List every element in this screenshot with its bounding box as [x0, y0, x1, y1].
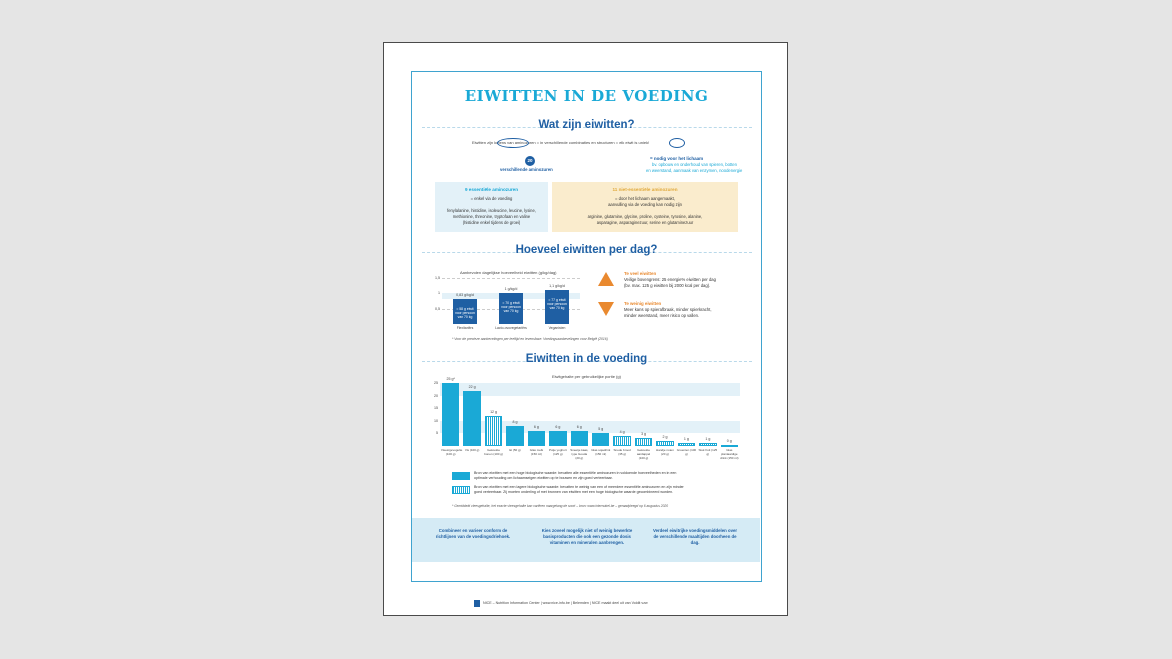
y-tick-label: 15	[434, 406, 438, 411]
too-much-title: Te veel eiwitten	[624, 271, 657, 276]
bar	[656, 441, 674, 446]
legend-high-swatch	[452, 472, 470, 480]
poster-sheet	[383, 42, 788, 616]
essential-title: 9 essentiële aminozuren	[464, 187, 519, 192]
intro-text: Eiwitten zijn ketens van aminozuren = in verschillende combinaties en structuren = elk eiwit is uniek!	[472, 140, 650, 145]
legend-high-text-2: optimale verhouding om lichaamseigen eiwitten op te bouwen en zijn goed verteerbaar.	[474, 476, 613, 480]
category-label: Vis (100 g)	[464, 448, 480, 452]
bar	[528, 431, 546, 446]
bar-value-label: 1 g	[683, 437, 689, 442]
section-heading-per-day: Hoeveel eiwitten per dag?	[515, 244, 658, 256]
arrow-up-icon	[598, 272, 614, 286]
bar	[442, 383, 460, 446]
bar	[506, 426, 524, 446]
bar	[635, 438, 653, 446]
category-label: Glas melk (150 ml)	[529, 448, 544, 456]
legend-high-text-1: Bron van eiwitten met een hoge biologische waarde: bevatten alle essentiële aminozuren in voldoende hoeveelheden en in een	[474, 471, 677, 475]
category-label: Glas sojadrink (150 ml)	[591, 448, 611, 456]
bar	[485, 416, 503, 446]
bar-value-label: 5 g	[598, 427, 604, 432]
too-little-text-2: minder weerstand, meer risico op vallen.	[624, 313, 700, 318]
bar-value-label: 1 g	[705, 437, 711, 442]
category-label: Lacto-ovovegetariërs	[495, 326, 527, 330]
legend-low-swatch	[452, 486, 470, 494]
category-label: Stuk fruit (125 g)	[698, 448, 718, 456]
category-label: Veganisten	[548, 326, 566, 330]
nice-logo-icon	[474, 600, 480, 607]
y-tick-label: 20	[434, 393, 438, 398]
bar-inner-label: = 70 g eiwit voor persoon van 70 kg	[501, 301, 521, 314]
category-label: Glas plantaardige drink (150 ml)	[720, 448, 739, 460]
count-label: verschillende aminozuren	[500, 167, 553, 172]
category-label: Groenten (100 g)	[676, 448, 697, 456]
nonessential-box	[552, 182, 738, 232]
nonessential-list-1: arginine, glutamine, glycine, proline, cysteine, tyrosine, alanine,	[587, 214, 703, 219]
essential-subtitle: = enkel via de voeding	[470, 196, 513, 201]
bar-value-label: 2 g	[662, 434, 668, 439]
too-much-text-2: (bv. max. 125 g eiwitten bij 2000 kcal per dag).	[624, 283, 711, 288]
bar-value-label: 1,1 g/kg/d	[549, 284, 565, 289]
food-footnote: * Gemiddeld vleesgehalte, het exacte vleesgehalte kan variëren naargelang de soort – bron: www.internubel.be – geraadpleegd op 6 augustus 2020	[452, 504, 669, 508]
bar-value-label: 6 g	[555, 424, 561, 429]
too-little-text-1: Meer kans op spierafbraak, minder spierkracht,	[624, 307, 712, 312]
section-heading-what: Wat zijn eiwitten?	[538, 119, 635, 131]
daily-footnote: * Voor de precieze aanbevelingen per leeftijd en levensfase: Voedingsaanbevelingen voor België (2016)	[452, 337, 608, 341]
gridline	[442, 278, 580, 279]
bar-inner-label: = 77 g eiwit voor persoon van 70 kg	[547, 298, 567, 311]
bar	[571, 431, 589, 446]
essential-list-2: methionine, threonine, tryptofaan en valine	[452, 214, 531, 219]
bar-value-label: 25 g*	[446, 377, 455, 382]
too-little-title: Te weinig eiwitten	[624, 301, 662, 306]
bar-value-label: 0,83 g/kg/d	[456, 292, 474, 297]
band	[440, 383, 740, 396]
essential-list-3: (histidine enkel tijdens de groei)	[462, 220, 521, 225]
tip-1: Combineer en varieer conform de richtlijnen van de voedingsdriehoek.	[435, 528, 511, 539]
category-label: Sneetje kaas, type Gouda (20 g)	[570, 448, 589, 460]
needed-text-2: en weerstand, aanmaak van enzymen, noodenergie	[646, 168, 743, 173]
arrow-down-icon	[598, 302, 614, 316]
category-label: Snede brood (35 g)	[613, 448, 631, 456]
bar	[592, 433, 610, 446]
bar-value-label: 8 g	[512, 419, 518, 424]
nonessential-list-2: asparagine, asparaginezuur, serine en glutaminezuur	[596, 220, 694, 225]
bar-value-label: 4 g	[619, 429, 625, 434]
category-label: Handje noten (20 g)	[656, 448, 674, 456]
food-chart-title: Eiwitgehalte per gebruikelijke portie (g)	[552, 374, 621, 379]
nonessential-subtitle-1: = door het lichaam aangemaakt,	[615, 196, 675, 201]
category-label: Gekookte aardappel (100 g)	[636, 448, 651, 460]
needed-title: = nodig voor het lichaam	[650, 156, 704, 161]
essential-box	[435, 182, 548, 232]
bar-value-label: 3 g	[641, 432, 647, 437]
category-label: Ei (50 g)	[509, 448, 521, 452]
category-label: Vlees/gevogelte (100 g)	[440, 448, 463, 456]
bar	[721, 445, 739, 447]
y-tick-label: 1	[438, 291, 440, 296]
bar-value-label: 12 g	[490, 409, 498, 414]
poster-title: EIWITTEN IN DE VOEDING	[464, 87, 709, 105]
aminozuren-highlight	[497, 138, 529, 148]
y-tick-label: 10	[434, 418, 438, 423]
bar-value-label: 1 g/kg/d	[504, 287, 518, 292]
category-label: Gekookte bonen (100 g)	[484, 448, 503, 456]
poster-frame	[411, 71, 762, 582]
bar-inner-label: = 58 g eiwit voor persoon van 70 kg	[455, 306, 475, 319]
nonessential-title: 11 niet-essentiële aminozuren	[612, 187, 678, 192]
y-tick-label: 25	[434, 381, 438, 386]
essential-list-1: fenylalanine, histidine, isoleucine, leucine, lysine,	[447, 208, 536, 213]
eiwit-highlight	[669, 138, 685, 148]
footer-text: NICE – Nutrition Information Center | www.nice-info.be | Belemden | NICE maakt deel uit van Voldit vzw	[483, 601, 648, 605]
bar	[613, 436, 631, 446]
bar-value-label: 22 g	[468, 384, 476, 389]
category-label: Potje yoghurt (125 g)	[549, 448, 567, 456]
y-tick-label: 1,5	[435, 276, 440, 280]
bar	[678, 443, 696, 446]
legend-low-text-1: Bron van eiwitten met een lagere biologische waarde: bevatten te weinig van een of meerdere essentiële aminozuren en zijn minder	[474, 485, 684, 489]
nonessential-subtitle-2: aanvulling via de voeding kan nodig zijn	[608, 202, 682, 207]
daily-chart-title: Aanbevolen dagelijkse hoeveelheid eiwitten (g/kg/dag)	[460, 270, 557, 275]
section-heading-in-food: Eiwitten in de voeding	[525, 353, 648, 365]
legend-low-text-2: goed verteerbaar. Zij moeten onderling of met bronnen van eiwitten met een hoge biologische waarde gecombineerd worden.	[474, 490, 674, 494]
bar-value-label: 0 g	[726, 438, 732, 443]
y-tick-label: 5	[436, 431, 438, 436]
bar-value-label: 6 g	[576, 424, 582, 429]
needed-text-1: bv. opbouw en onderhoud van spieren, botten	[652, 162, 737, 167]
bar	[549, 431, 567, 446]
bar	[463, 391, 481, 446]
too-much-text-1: Veilige bovengrens: 25 energie% eiwitten per dag	[624, 277, 716, 282]
tip-3: Verdeel eiwitrijke voedingsmiddelen over de verschillende maaltijden doorheen de dag.	[652, 528, 738, 545]
bar	[699, 443, 717, 446]
category-label: Flexitariërs	[456, 326, 474, 330]
bar-value-label: 6 g	[533, 424, 539, 429]
count-badge: 20	[525, 156, 535, 166]
food-protein-chart	[430, 378, 744, 464]
tips-band	[412, 518, 760, 562]
daily-protein-chart	[430, 278, 580, 338]
y-tick-label: 0,5	[435, 306, 440, 311]
tip-2: Kies zoveel mogelijk niet of weinig bewerkte basisproducten die ook een gezonde dosis vitaminen en mineralen aanbrengen.	[541, 528, 633, 545]
